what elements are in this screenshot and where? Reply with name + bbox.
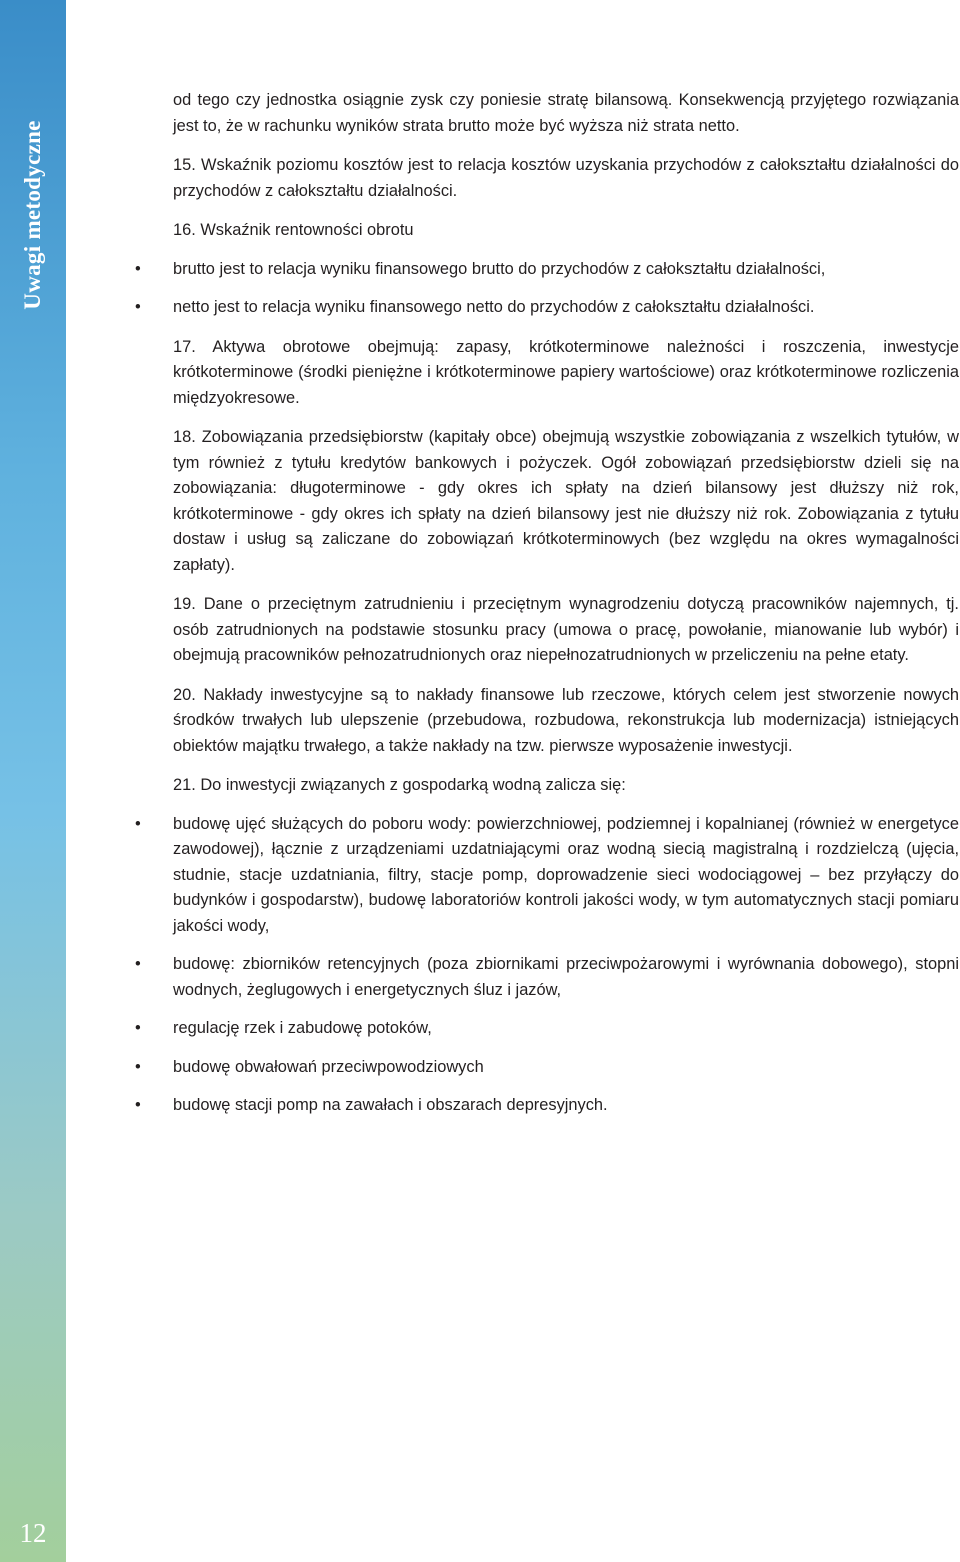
bullet-icon: •	[135, 814, 141, 833]
paragraph-intro: od tego czy jednostka osiągnie zysk czy poniesie stratę bilansową. Konsekwencją przyjętego rozwiązania jest to, że w rachunku wyników strata brutto może być wyższa niż strata netto.	[173, 91, 959, 135]
section-title: Uwagi metodyczne	[20, 120, 45, 310]
page-number: 12	[19, 1518, 47, 1548]
document-body	[133, 88, 959, 1119]
list-item-text: budowę ujęć służących do poboru wody: powierzchniowej, podziemnej i kopalnianej (również w energetyce zawodowej), łącznie z urządzeniami uzdatniającymi oraz wodną siecią magistralną i rozdzielczą (ujęcia, studnie, stacje uzdatniania, filtry, stacje pomp, doprowadzenie sieci wodociągowej – bez przyłączy do budynków i gospodarstw), budowę laboratoriów kontroli jakości wody, w tym automatycznych stacji pomiaru jakości wody,	[173, 814, 959, 935]
list-item	[133, 952, 959, 1003]
list-item	[133, 1055, 959, 1081]
list-item-text: budowę stacji pomp na zawałach i obszarach depresyjnych.	[173, 1096, 608, 1114]
list-item	[133, 257, 959, 283]
list-item	[133, 295, 959, 321]
bullet-icon: •	[135, 1096, 141, 1114]
paragraph-19: 19. Dane o przeciętnym zatrudnieniu i przeciętnym wynagrodzeniu dotyczą pracowników najemnych, tj. osób zatrudnionych na podstawie stosunku pracy (umowa o pracę, powołanie, mianowanie lub wybór) i obejmują pracowników pełnozatrudnionych oraz niepełnozatrudnionych w przeliczeniu na pełne etaty.	[173, 595, 959, 664]
bullet-icon: •	[135, 955, 141, 973]
paragraph-16: 16. Wskaźnik rentowności obrotu	[173, 221, 414, 239]
list-item	[133, 1093, 959, 1119]
list-item-text: budowę: zbiorników retencyjnych (poza zbiornikami przeciwpożarowymi i wyrównania dobowego), stopni wodnych, żeglugowych i energetycznych śluz i jazów,	[173, 955, 959, 999]
paragraph-17: 17. Aktywa obrotowe obejmują: zapasy, krótkoterminowe należności i roszczenia, inwestycje krótkoterminowe (środki pieniężne i krótkoterminowe papiery wartościowe) oraz krótkoterminowe rozliczenia międzyokresowe.	[173, 337, 959, 407]
bullet-icon: •	[135, 259, 141, 278]
list-21	[133, 812, 959, 1119]
list-item-text: brutto jest to relacja wyniku finansowego brutto do przychodów z całokształtu działalności,	[173, 259, 826, 278]
list-item-text: regulację rzek i zabudowę potoków,	[173, 1019, 432, 1037]
paragraph-15: 15. Wskaźnik poziomu kosztów jest to relacja kosztów uzyskania przychodów z całokształtu działalności do przychodów z całokształtu działalności.	[173, 156, 959, 200]
list-item	[133, 1016, 959, 1042]
bullet-icon: •	[135, 298, 141, 316]
bullet-icon: •	[135, 1019, 141, 1037]
paragraph-18: 18. Zobowiązania przedsiębiorstw (kapitały obce) obejmują wszystkie zobowiązania z wszelkich tytułów, w tym również z tytułu kredytów bankowych i pożyczek. Ogół zobowiązań przedsiębiorstw dzieli się na zobowiązania: długoterminowe - gdy okres ich spłaty na dzień bilansowy jest dłuższy niż rok, krótkoterminowe - gdy okres ich spłaty na dzień bilansowy jest nie dłuższy niż rok. Zobowiązania z tytułu dostaw i usług są zaliczane do zobowiązań krótkoterminowych (bez względu na okres wymagalności zapłaty).	[173, 428, 959, 574]
list-item-text: netto jest to relacja wyniku finansowego netto do przychodów z całokształtu działalności.	[173, 298, 815, 316]
list-item	[133, 812, 959, 940]
paragraph-21: 21. Do inwestycji związanych z gospodarką wodną zalicza się:	[173, 776, 626, 794]
list-16	[133, 257, 959, 321]
side-band	[0, 0, 66, 1562]
paragraph-20: 20. Nakłady inwestycyjne są to nakłady finansowe lub rzeczowe, których celem jest stworzenie nowych środków trwałych lub ulepszenie (przebudowa, rozbudowa, rekonstrukcja lub modernizacja) istniejących obiektów majątku trwałego, a także nakłady na tzw. pierwsze wyposażenie inwestycji.	[173, 685, 959, 755]
bullet-icon: •	[135, 1057, 141, 1076]
list-item-text: budowę obwałowań przeciwpowodziowych	[173, 1057, 484, 1076]
